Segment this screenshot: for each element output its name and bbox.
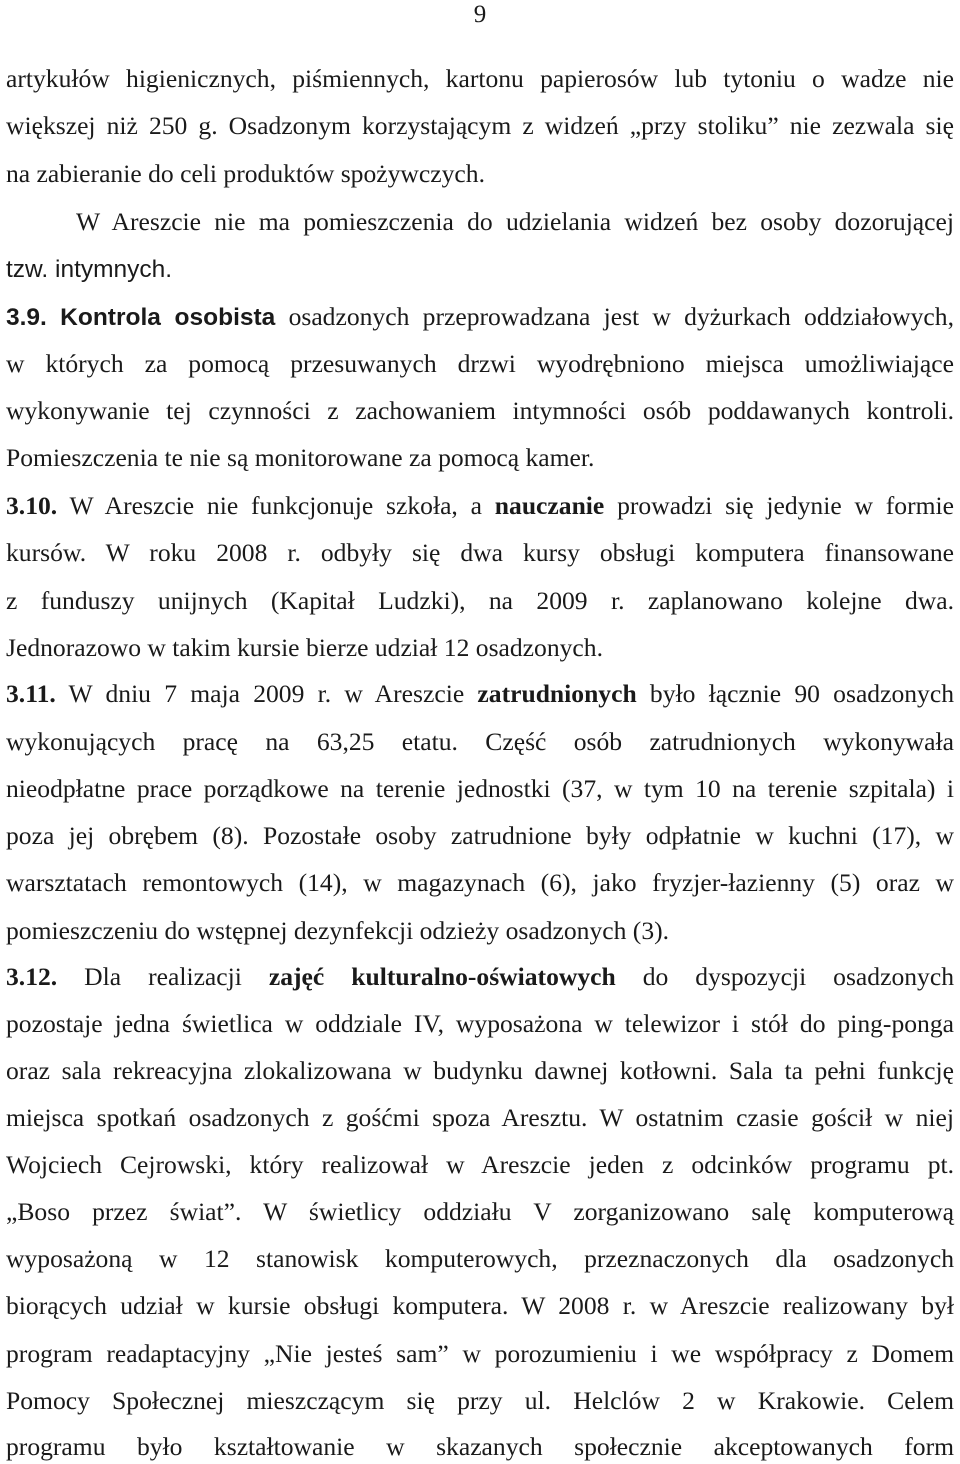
section-3-12-heading-line: 3.12. Dla realizacji zajęć kulturalno-oświatowych do dyspozycji osadzonych <box>6 962 954 991</box>
text-line: programu było kształtowanie w skazanych społecznie akceptowanych form <box>6 1432 954 1461</box>
text-line: poza jej obrębem (8). Pozostałe osoby zatrudnione były odpłatnie w kuchni (17), w <box>6 821 954 850</box>
text-line: wyposażoną w 12 stanowisk komputerowych, przeznaczonych dla osadzonych <box>6 1244 954 1273</box>
text-line: oraz sala rekreacyjna zlokalizowana w budynku dawnej kotłowni. Sala ta pełni funkcję <box>6 1056 954 1085</box>
text-line: wykonujących pracę na 63,25 etatu. Część osób zatrudnionych wykonywała <box>6 727 954 756</box>
section-3-11-heading-line: 3.11. W dniu 7 maja 2009 r. w Areszcie zatrudnionych było łącznie 90 osadzonych <box>6 679 955 708</box>
text-line: pozostaje jedna świetlica w oddziale IV, wyposażona w telewizor i stół do ping-ponga <box>6 1009 954 1038</box>
text-line: „Boso przez świat”. W świetlicy oddziału V zorganizowano salę komputerową <box>6 1197 954 1226</box>
text-line: tzw. intymnych. <box>6 256 173 283</box>
text-line: na zabieranie do celi produktów spożywczych. <box>6 159 485 188</box>
text-line: nieodpłatne prace porządkowe na terenie jednostki (37, w tym 10 na terenie szpitala) i <box>6 774 954 803</box>
text-line: Wojciech Cejrowski, który realizował w Areszcie jeden z odcinków programu pt. <box>6 1150 954 1179</box>
zajecia-kulturalno-oswiatowe-term: zajęć kulturalno-oświatowych <box>268 962 616 991</box>
text-line: w których za pomocą przesuwanych drzwi wyodrębniono miejsca umożliwiające <box>6 349 954 378</box>
text-line: miejsca spotkań osadzonych z gośćmi spoza Aresztu. W ostatnim czasie gościł w niej <box>6 1103 954 1132</box>
text-line: program readaptacyjny „Nie jesteś sam” w porozumieniu i we współpracy z Domem <box>6 1339 954 1368</box>
text-line: warsztatach remontowych (14), w magazynach (6), jako fryzjer-łazienny (5) oraz w <box>6 868 954 897</box>
text-line: pomieszczeniu do wstępnej dezynfekcji odzieży osadzonych (3). <box>6 916 670 945</box>
text-line: Jednorazowo w takim kursie bierze udział 12 osadzonych. <box>6 633 603 662</box>
section-3-9-heading-line: 3.9. Kontrola osobista osadzonych przeprowadzana jest w dyżurkach oddziałowych, <box>6 302 954 331</box>
nauczanie-term: nauczanie <box>494 491 605 520</box>
text-line: wykonywanie tej czynności z zachowaniem intymności osób poddawanych kontroli. <box>6 396 954 425</box>
text-line: z funduszy unijnych (Kapitał Ludzki), na 2009 r. zaplanowano kolejne dwa. <box>6 586 954 615</box>
section-3-10-heading-line: 3.10. W Areszcie nie funkcjonuje szkoła, a nauczanie prowadzi się jedynie w formie <box>6 491 955 520</box>
text-line: większej niż 250 g. Osadzonym korzystającym z widzeń „przy stoliku” nie zezwala się <box>6 111 954 140</box>
page-number: 9 <box>473 1 487 28</box>
text-line: Pomieszczenia te nie są monitorowane za pomocą kamer. <box>6 443 595 472</box>
text-line: W Areszcie nie ma pomieszczenia do udzielania widzeń bez osoby dozorującej <box>76 207 954 236</box>
zatrudnionych-term: zatrudnionych <box>477 679 637 708</box>
text-line: artykułów higienicznych, piśmiennych, kartonu papierosów lub tytoniu o wadze nie <box>6 64 954 93</box>
text-line: kursów. W roku 2008 r. odbyły się dwa kursy obsługi komputera finansowane <box>6 538 954 567</box>
text-line: biorących udział w kursie obsługi komputera. W 2008 r. w Areszcie realizowany był <box>6 1291 954 1320</box>
kontrola-osobista-term: Kontrola osobista <box>60 304 276 331</box>
text-line: Pomocy Społecznej mieszczącym się przy ul. Helclów 2 w Krakowie. Celem <box>6 1386 954 1415</box>
